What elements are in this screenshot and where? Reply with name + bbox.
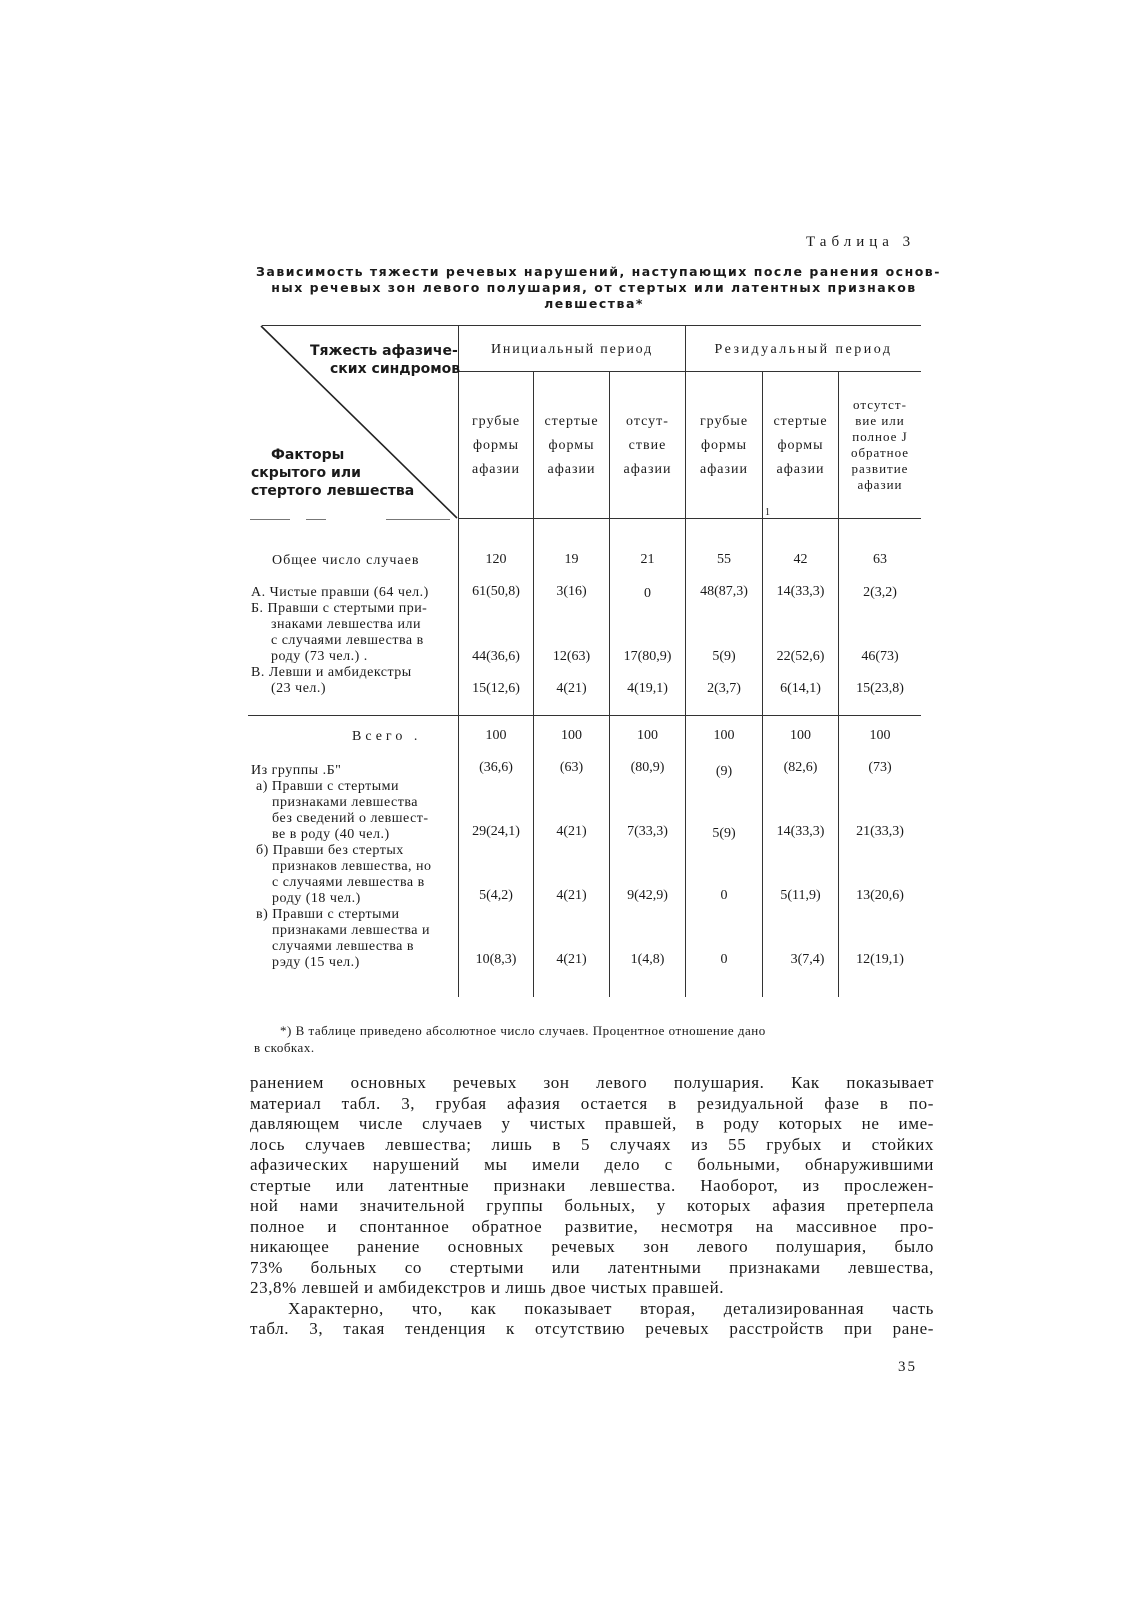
table-cell: 19 (564, 552, 579, 567)
table-cell: 61(50,8) (472, 584, 520, 599)
row-label-ga: а) Правши с стертыми признаками левшества без сведений о левшест- ве в роду (40 чел.) (256, 779, 429, 842)
table-cell: 0 (644, 586, 651, 601)
table-cell: 2(3,2) (863, 585, 897, 600)
table-cell: 21(33,3) (856, 824, 904, 839)
residual-period-header: Резидуальный период (714, 342, 893, 357)
body-line: афазических нарушений мы имели дело с больными, обнаружившими (250, 1155, 934, 1174)
col-header-6: отсутст- вие или полное J обратное развитие афазии (850, 397, 910, 492)
table-cell: 9(42,9) (627, 888, 668, 903)
col-header-4: грубые формы афазии (699, 414, 749, 477)
table-cell: 4(19,1) (627, 681, 668, 696)
table-cell: 4(21) (556, 824, 587, 839)
table-cell: (73) (868, 760, 892, 775)
caption-line: ных речевых зон левого полушария, от стертых или латентных признаков (271, 280, 917, 295)
table-cell: 120 (485, 552, 507, 567)
diag-top-label: Тяжесть афазиче- ских синдромов (310, 343, 461, 377)
col-header-1: грубые формы афазии (471, 414, 521, 477)
table-cell: (63) (559, 760, 584, 775)
table-cell: (9) (715, 764, 733, 779)
row-label-gb: б) Правши без стертых признаков левшества, но с случаями левшества в роду (18 чел.) (256, 843, 432, 906)
col-header-5: стертые формы афазии (773, 414, 828, 477)
table-cell: 100 (485, 728, 507, 743)
row-label-b: Б. Правши с стертыми при- знаками левшества или с случаями левшества в роду (73 чел.) . (251, 601, 428, 664)
table-cell: 21 (640, 552, 655, 567)
table-cell: 15(12,6) (472, 681, 520, 696)
table-cell: 12(19,1) (856, 952, 904, 967)
caption-line: левшества* (544, 296, 644, 311)
table-cell: 5(9) (712, 826, 736, 841)
body-line: давляющем числе случаев у чистых правшей, в роду которых не име- (250, 1114, 934, 1133)
row-label-group: Из группы .Б" (251, 763, 342, 778)
row-label-sum: Всего . (352, 729, 422, 744)
row-label-a: А. Чистые правши (64 чел.) (251, 585, 429, 600)
table-cell: (36,6) (479, 760, 513, 775)
table-cell: 15(23,8) (856, 681, 904, 696)
table-cell: 42 (793, 552, 808, 567)
body-line: Характерно, что, как показывает вторая, детализированная часть (288, 1298, 934, 1318)
header-bottom-rule (458, 518, 921, 519)
table-cell: 100 (561, 728, 582, 743)
body-line: ной нами значительной группы больных, у которых афазия претерпела (250, 1196, 934, 1215)
table-cell: 100 (869, 728, 891, 743)
table-cell: 4(21) (556, 888, 587, 903)
col-header-3: отсут- ствие афазии (623, 414, 672, 477)
table-cell: 6(14,1) (780, 681, 821, 696)
table-cell: 46(73) (861, 649, 899, 664)
body-line: материал табл. 3, грубая афазия остается в резидуальной фазе в по- (250, 1093, 934, 1113)
table-cell: 5(4,2) (479, 888, 513, 903)
row-label-v: В. Левши и амбидекстры (23 чел.) (251, 665, 412, 696)
caption-line: Зависимость тяжести речевых нарушений, наступающих после ранения основ- (256, 264, 941, 279)
table-label: Таблица 3 (806, 234, 916, 250)
table-cell: 100 (713, 728, 735, 743)
body-line: ранением основных речевых зон левого полушария. Как показывает (250, 1073, 934, 1092)
row-label-total: Общее число случаев (272, 553, 420, 568)
table-cell: 4(21) (556, 952, 587, 967)
table-cell: 5(9) (712, 649, 736, 664)
table-cell: 10(8,3) (475, 952, 517, 967)
body-line: 23,8% левшей и амбидекстров и лишь двое чистых правшей. (250, 1278, 725, 1297)
body-line: табл. 3, такая тенденция к отсутствию речевых расстройств при ране- (250, 1319, 934, 1338)
table-cell: 2(3,7) (707, 681, 741, 696)
table-cell: 44(36,6) (472, 649, 520, 664)
table-cell: 13(20,6) (856, 888, 904, 903)
table-cell: 3(16) (556, 584, 587, 599)
sum-rule (248, 715, 921, 716)
col-header-2: стертые формы афазии (544, 414, 599, 477)
diag-bottom-label: Факторы скрытого или стертого левшества (251, 447, 415, 499)
table-cell: 100 (637, 728, 658, 743)
table-footnote: *) В таблице приведено абсолютное число случаев. Процентное отношение дано в скобках. (254, 1023, 766, 1055)
table-cell: 3(7,4) (790, 952, 825, 967)
table-cell: (80,9) (630, 760, 665, 775)
table-cell: 100 (790, 728, 811, 743)
table-cell: 0 (720, 888, 728, 903)
table-cell: 63 (873, 552, 887, 567)
table-cell: 17(80,9) (623, 649, 672, 664)
table-cell: (82,6) (783, 760, 818, 775)
table-cell: 14(33,3) (776, 584, 825, 599)
table-cell: 22(52,6) (776, 649, 825, 664)
table-cell: 1(4,8) (630, 952, 665, 967)
stray-mark: 1 (765, 507, 770, 518)
body-line: никающее ранение основных речевых зон левого полушария, было (250, 1237, 934, 1256)
table-cell: 0 (720, 952, 728, 967)
initial-period-header: Инициальный период (491, 342, 653, 357)
body-line: стертые или латентные признаки левшества. Наоборот, из прослежен- (250, 1175, 934, 1195)
body-line: полное и спонтанное обратное развитие, несмотря на массивное про- (250, 1216, 934, 1236)
subheader-rule (458, 371, 921, 372)
page-number: 35 (898, 1359, 917, 1375)
table-cell: 4(21) (556, 681, 587, 696)
body-line: 73% больных со стертыми или латентными признаками левшества, (250, 1257, 934, 1277)
table-cell: 12(63) (552, 649, 591, 664)
table-cell: 14(33,3) (776, 824, 825, 839)
table-caption (256, 264, 941, 312)
body-line: лось случаев левшества; лишь в 5 случаях из 55 грубых и стойких (250, 1134, 934, 1154)
body-text (250, 1073, 934, 1340)
table-cell: 55 (717, 552, 731, 567)
row-label-gv: в) Правши с стертыми признаками левшества и случаями левшества в рэду (15 чел.) (256, 907, 430, 970)
table-cell: 48(87,3) (700, 584, 748, 599)
table-cell: 7(33,3) (627, 824, 668, 839)
table-cell: 5(11,9) (780, 888, 821, 903)
table-cell: 29(24,1) (472, 824, 520, 839)
